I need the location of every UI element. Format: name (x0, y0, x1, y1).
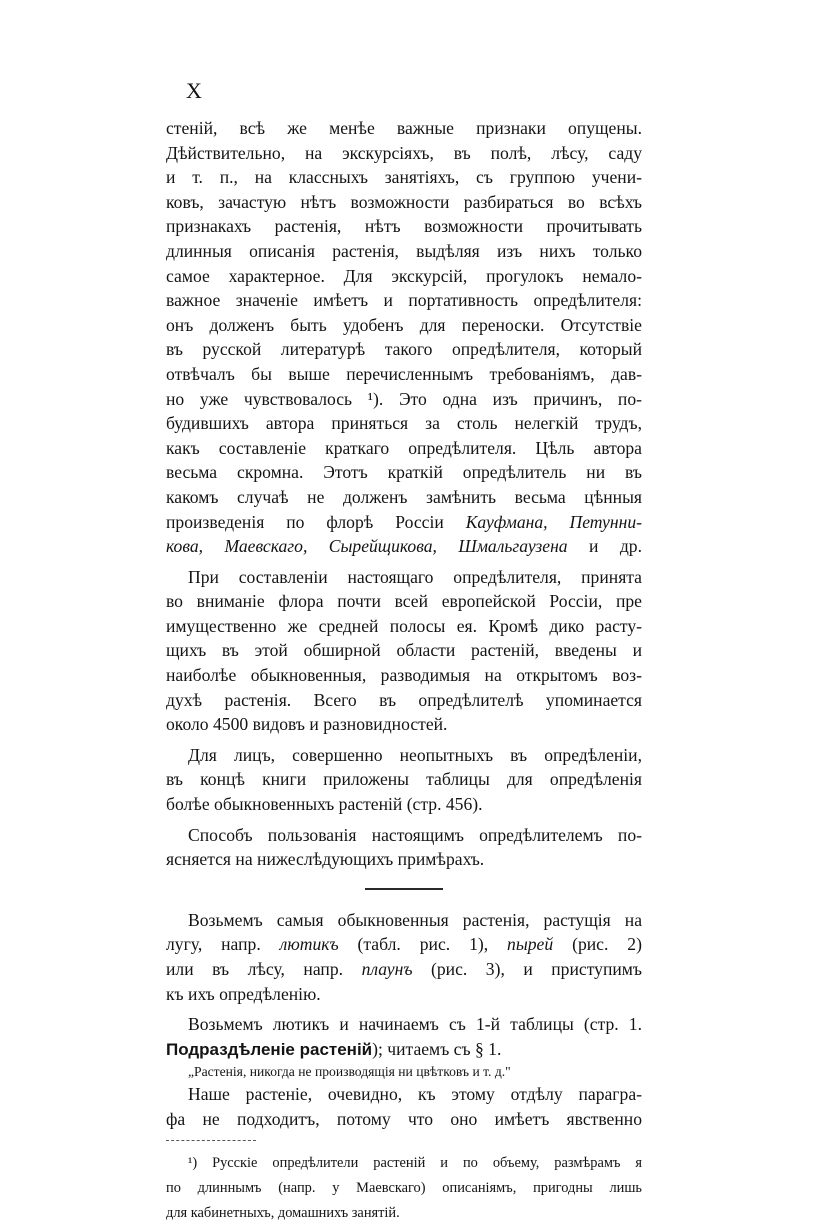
text-line: какъ составленiе краткаго опредѣлителя. Цѣль автора (166, 437, 642, 458)
author-names: Кауфмана, Петунни- (465, 511, 642, 532)
text-line: отвѣчалъ бы выше перечисленнымъ требованiямъ, дав- (166, 363, 642, 384)
text-fragment: произведенiя по флорѣ Россiи (166, 511, 444, 532)
text-line: къ ихъ опредѣленiю. (166, 983, 321, 1004)
text-line: самое характерное. Для экскурсiй, прогулокъ немало- (166, 265, 642, 286)
plant-name: плаунъ (361, 959, 413, 979)
text-fragment: (рис. 2) (572, 934, 642, 955)
text-line (166, 1037, 642, 1063)
text-line: имущественно же средней полосы ея. Кромѣ дико расту- (166, 615, 642, 636)
section-reference: Подраздѣленiе растенiй (166, 1039, 373, 1059)
footnote-line: для кабинетныхъ, домашнихъ занятiй. (166, 1204, 400, 1221)
text-line: фа не подходитъ, потому что оно имѣетъ явственно (166, 1108, 642, 1129)
text-line: весьма скромна. Этотъ краткiй опредѣлитель ни въ (166, 462, 642, 483)
page-number: X (186, 78, 203, 103)
paragraph-usage (166, 823, 642, 872)
text-line: Возьмемъ лютикъ и начинаемъ съ 1-й таблицы (стр. 1. (188, 1014, 642, 1035)
section-divider (365, 888, 443, 890)
text-line: ясняется на нижеслѣдующихъ примѣрахъ. (166, 849, 485, 870)
text-line: духѣ растенiя. Всего въ опредѣлителѣ упоминается (166, 689, 642, 710)
plant-name: лютикъ (279, 934, 339, 955)
text-line: въ концѣ книги приложены таблицы для опредѣленiя (166, 769, 642, 790)
paragraph-portability (166, 116, 642, 559)
text-fragment: (рис. 3), и приступимъ (431, 959, 643, 979)
text-line: Дѣйствительно, на экскурсiяхъ, въ полѣ, лѣсу, саду (166, 142, 642, 163)
text-line: во вниманiе флора почти всей европейской Россiи, пре (166, 591, 642, 612)
footnote (166, 1151, 642, 1226)
text-line: болѣе обыкновенныхъ растенiй (стр. 456). (166, 794, 483, 815)
text-line: но уже чувствовалось ¹). Это одна изъ причинъ, по- (166, 388, 642, 409)
text-fragment: лугу, напр. (166, 934, 261, 955)
text-line (166, 510, 642, 535)
text-line: длинныя описанiя растенiя, выдѣляя изъ нихъ только (166, 240, 642, 261)
paragraph-flora-scope (166, 565, 642, 737)
text-line: и т. п., на классныхъ занятiяхъ, съ группою учени- (166, 167, 642, 188)
text-line: наиболѣе обыкновенныя, разводимыя на открытомъ воз- (166, 665, 642, 686)
text-fragment: и др. (589, 536, 642, 557)
paragraph-examples (166, 908, 642, 1006)
text-fragment: (табл. рис. 1), (357, 934, 489, 955)
author-names: кова, Маевскаго, Сырейщикова, Шмальгаузена (166, 536, 568, 557)
text-line (166, 957, 642, 982)
text-line: онъ долженъ быть удобенъ для переноски. Отсутствiе (166, 314, 642, 335)
text-line: При составленiи настоящаго опредѣлителя, принята (188, 566, 642, 587)
text-line: Возьмемъ самыя обыкновенныя растенiя, растущiя на (188, 909, 642, 930)
text-line: будившихъ автора приняться за столь нелегкiй трудъ, (166, 413, 642, 434)
text-line: Наше растенiе, очевидно, къ этому отдѣлу парагра- (188, 1084, 642, 1105)
quoted-line: „Растенiя, никогда не производящiя ни цвѣтковъ и т. д." (188, 1064, 511, 1080)
plant-name: пырей (507, 934, 554, 955)
text-line: признакахъ растенiя, нѣтъ возможности прочитывать (166, 216, 642, 237)
text-line: Для лицъ, совершенно неопытныхъ въ опредѣленiи, (188, 744, 642, 765)
text-line (166, 932, 642, 957)
text-line (166, 534, 642, 559)
text-line: въ русской литературѣ такого опредѣлителя, который (166, 339, 642, 360)
text-fragment: ); читаемъ съ § 1. (372, 1038, 502, 1059)
text-line: важное значенiе имѣетъ и портативность опредѣлителя: (166, 290, 642, 311)
text-line: стенiй, всѣ же менѣе важные признаки опущены. (166, 118, 642, 138)
paragraph-first-table (166, 1012, 642, 1131)
paragraph-beginners (166, 743, 642, 817)
footnote-line: ¹) Русскiе опредѣлители растенiй и по объему, размѣрамъ я (188, 1154, 642, 1171)
footnote-divider (166, 1140, 256, 1141)
footnote-line: по длиннымъ (напр. у Маевскаго) описанiямъ, пригодны лишь (166, 1179, 642, 1196)
text-line: какомъ случаѣ не долженъ замѣнить весьма цѣнныя (166, 486, 642, 507)
text-line: около 4500 видовъ и разновидностей. (166, 714, 448, 735)
text-fragment: или въ лѣсу, напр. (166, 959, 344, 979)
text-line: ковъ, зачастую нѣтъ возможности разбираться во всѣхъ (166, 191, 642, 212)
text-line: Способъ пользованiя настоящимъ опредѣлителемъ по- (188, 824, 642, 845)
page-body (166, 116, 642, 1226)
text-line: щихъ въ этой обширной области растенiй, введены и (166, 640, 642, 661)
